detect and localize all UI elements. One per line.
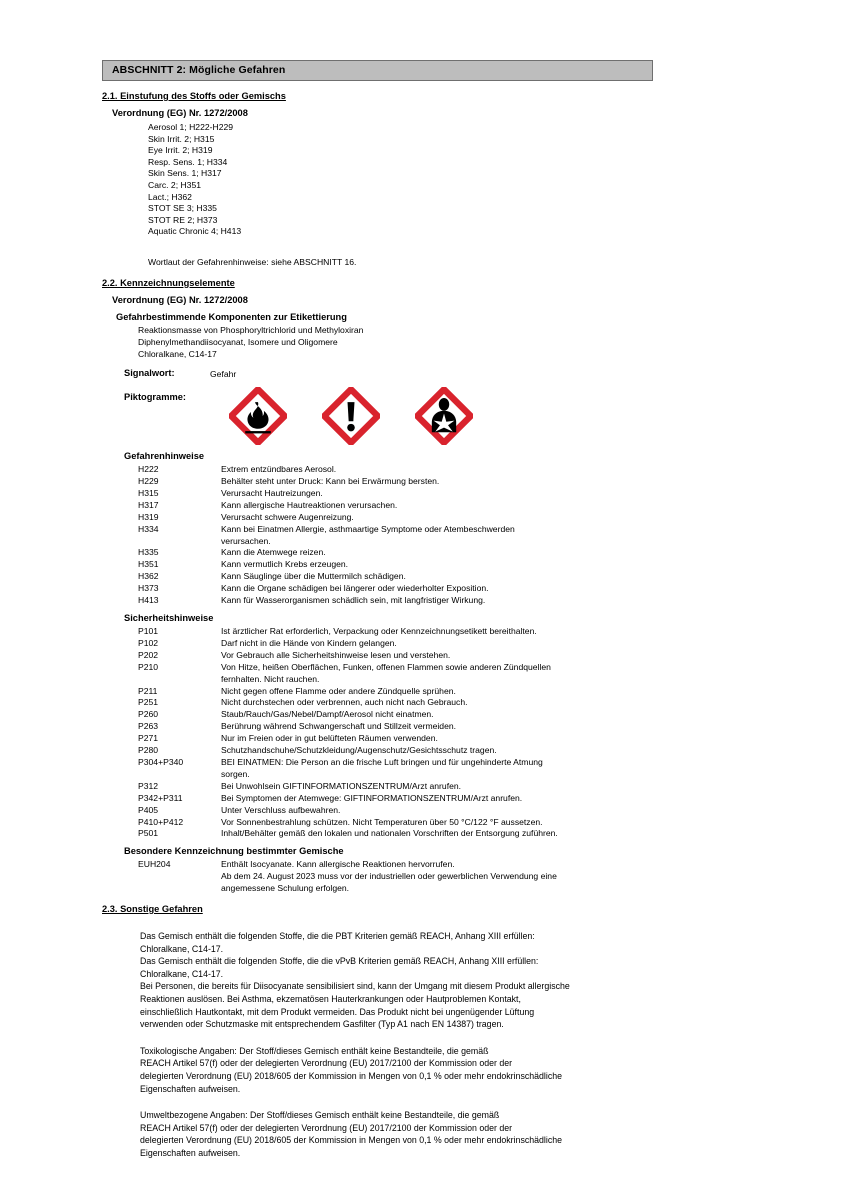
environmental-information-paragraph [140, 1109, 700, 1159]
precaution-code: P102 [138, 637, 159, 648]
precautionary-statement-row [124, 686, 762, 698]
precaution-code: P211 [138, 685, 158, 696]
section-header-bar: ABSCHNITT 2: Mögliche Gefahren [102, 60, 653, 81]
precaution-code: P405 [138, 804, 159, 815]
precaution-text: Staub/Rauch/Gas/Nebel/Dampf/Aerosol nicht einatmen. [221, 709, 434, 720]
hazard-text [221, 524, 691, 548]
signal-word-row [124, 367, 762, 380]
precaution-text-line: BEI EINATMEN: Die Person an die frische Luft bringen und für ungehinderte Atmung [221, 756, 543, 767]
precaution-text: Ist ärztlicher Rat erforderlich, Verpackung oder Kennzeichnungsetikett bereithalten. [221, 626, 537, 637]
precaution-text: Darf nicht in die Hände von Kindern gelangen. [221, 637, 397, 648]
precautionary-statement-row [124, 733, 762, 745]
subsection-2-1-heading: 2.1. Einstufung des Stoffs oder Gemischs [102, 91, 286, 101]
hazard-statements-heading: Gefahrenhinweise [124, 451, 205, 462]
paragraph-line: delegierten Verordnung (EU) 2018/605 der Kommission in Mengen von 0,1 % oder mehr endokrinschädliche [140, 1135, 563, 1146]
paragraph-line: Chloralkane, C14-17. [140, 943, 224, 954]
precaution-code: P342+P311 [138, 792, 183, 803]
precaution-text: Unter Verschluss aufbewahren. [221, 804, 341, 815]
classification-item: Aerosol 1; H222-H229 [148, 122, 234, 132]
component-item: Chloralkane, C14-17 [138, 348, 217, 359]
classification-item: Skin Irrit. 2; H315 [148, 133, 215, 144]
hazard-text: Kann Säuglinge über die Muttermilch schädigen. [221, 571, 406, 582]
classification-item: STOT SE 3; H335 [148, 203, 217, 214]
hazard-code: H373 [138, 583, 159, 594]
other-hazards-body [140, 930, 762, 1160]
hazard-statement-row [124, 524, 762, 548]
precaution-text [221, 757, 691, 781]
hazard-text: Kann vermutlich Krebs erzeugen. [221, 559, 349, 570]
precaution-code: P501 [138, 828, 159, 839]
paragraph-line: Das Gemisch enthält die folgenden Stoffe, die die PBT Kriterien gemäß REACH, Anhang XIII erfüllen: [140, 931, 535, 942]
hazard-statement-row [124, 500, 762, 512]
precaution-text [221, 662, 691, 686]
special-labelling-list [124, 859, 762, 895]
subsection-2-2-heading: 2.2. Kennzeichnungselemente [102, 277, 235, 288]
precautionary-statement-row [124, 817, 762, 829]
precaution-text: Inhalt/Behälter gemäß den lokalen und nationalen Vorschriften der Entsorgung zuführen. [221, 828, 558, 839]
precaution-code: P263 [138, 721, 159, 732]
euh-text-continuation: Ab dem 24. August 2023 muss vor der industriellen oder gewerblichen Verwendung eine [221, 871, 557, 882]
hazard-code: H222 [138, 464, 159, 475]
hazard-code: H413 [138, 595, 159, 606]
precaution-code: P202 [138, 649, 159, 660]
hazard-code: H315 [138, 487, 159, 498]
precautionary-statement-row [124, 626, 762, 638]
precaution-text: Nur im Freien oder in gut belüfteten Räumen verwenden. [221, 733, 438, 744]
hazard-statement-row [124, 464, 762, 476]
precaution-code: P251 [138, 697, 159, 708]
precautionary-statement-row [124, 721, 762, 733]
precaution-text: Bei Unwohlsein GIFTINFORMATIONSZENTRUM/Arzt anrufen. [221, 780, 462, 791]
euh-text-line: Enthält Isocyanate. Kann allergische Reaktionen hervorrufen. [221, 859, 455, 870]
precautionary-statement-row [124, 781, 762, 793]
hazard-code: H334 [138, 523, 159, 534]
hazard-code: H319 [138, 511, 159, 522]
hazard-text: Behälter steht unter Druck: Kann bei Erwärmung bersten. [221, 476, 440, 487]
hazard-statement-row [124, 488, 762, 500]
regulation-title-2-1: Verordnung (EG) Nr. 1272/2008 [112, 108, 248, 118]
paragraph-line: Chloralkane, C14-17. [140, 968, 224, 979]
subsection-2-3-heading: 2.3. Sonstige Gefahren [102, 904, 203, 915]
flame-pictogram [229, 387, 287, 445]
precautionary-statement-row [124, 745, 762, 757]
hazard-code: H351 [138, 559, 159, 570]
precautionary-statements-heading: Sicherheitshinweise [124, 613, 214, 624]
regulation-title-2-2: Verordnung (EG) Nr. 1272/2008 [112, 294, 248, 305]
precautionary-statement-row [124, 697, 762, 709]
precaution-text-continuation: fernhalten. Nicht rauchen. [221, 673, 320, 684]
paragraph-line: verwenden oder Schutzmaske mit entsprechendem Gasfilter (Typ A1 nach EN 14387) tragen. [140, 1019, 504, 1030]
classification-item: Lact.; H362 [148, 191, 192, 202]
pictograms-label: Piktogramme: [124, 392, 186, 403]
precautionary-statement-row [124, 662, 762, 686]
precaution-code: P260 [138, 709, 159, 720]
hazard-text: Kann die Organe schädigen bei längerer oder wiederholter Exposition. [221, 583, 489, 594]
hazard-code: H317 [138, 499, 159, 510]
precautionary-statement-row [124, 757, 762, 781]
precaution-text: Vor Sonnenbestrahlung schützen. Nicht Temperaturen über 50 °C/122 °F aussetzen. [221, 816, 543, 827]
classification-item: STOT RE 2; H373 [148, 214, 218, 225]
hazard-code: H229 [138, 476, 159, 487]
health-hazard-pictogram [415, 387, 473, 445]
hazard-text: Kann allergische Hautreaktionen verursachen. [221, 499, 398, 510]
precaution-code: P304+P340 [138, 756, 184, 767]
hazard-text: Verursacht Hautreizungen. [221, 487, 323, 498]
precautionary-statement-row [124, 793, 762, 805]
safety-data-sheet-section-2 [102, 60, 762, 1160]
precaution-text: Nicht gegen offene Flamme oder andere Zündquelle sprühen. [221, 685, 456, 696]
paragraph-line: Reaktionen auslösen. Bei Asthma, ekzematösen Hauterkrankungen oder Hautproblemen Kontakt, [140, 994, 521, 1005]
precaution-text: Bei Symptomen der Atemwege: GIFTINFORMATIONSZENTRUM/Arzt anrufen. [221, 792, 523, 803]
classification-item: Aquatic Chronic 4; H413 [148, 226, 242, 237]
component-item: Diphenylmethandiisocyanat, Isomere und Oligomere [138, 336, 338, 347]
label-components-list [138, 324, 762, 361]
paragraph-line: Bei Personen, die bereits für Diisocyanate sensibilisiert sind, kann der Umgang mit diesem Produkt allergische [140, 981, 570, 992]
hazard-statement-row [124, 571, 762, 583]
pictograms-group [229, 387, 473, 445]
hazard-text: Kann für Wasserorganismen schädlich sein, mit langfristiger Wirkung. [221, 595, 486, 606]
precaution-text: Nicht durchstechen oder verbrennen, auch nicht nach Gebrauch. [221, 697, 468, 708]
precaution-text: Berührung während Schwangerschaft und Stillzeit vermeiden. [221, 721, 457, 732]
precautionary-statement-row [124, 828, 762, 840]
pictograms-row [124, 389, 762, 445]
paragraph-line: delegierten Verordnung (EU) 2018/605 der Kommission in Mengen von 0,1 % oder mehr endokrinschädliche [140, 1070, 563, 1081]
hazard-statement-row [124, 583, 762, 595]
classification-item: Skin Sens. 1; H317 [148, 168, 222, 179]
hazard-text-line: Kann bei Einatmen Allergie, asthmaartige Symptome oder Atembeschwerden [221, 523, 515, 534]
precaution-text-line: Von Hitze, heißen Oberflächen, Funken, offenen Flammen sowie anderen Zündquellen [221, 661, 551, 672]
paragraph-line: REACH Artikel 57(f) oder der delegierten Verordnung (EU) 2017/2100 der Kommission oder der [140, 1122, 513, 1133]
paragraph-line: Eigenschaften aufweisen. [140, 1083, 241, 1094]
component-item: Reaktionsmasse von Phosphoryltrichlorid und Methyloxiran [138, 324, 364, 335]
precautionary-statements-list [124, 626, 762, 840]
hazard-code: H335 [138, 547, 159, 558]
hazard-text: Extrem entzündbares Aerosol. [221, 464, 337, 475]
euh-text-continuation-2: angemessene Schulung erfolgen. [221, 883, 350, 894]
label-components-heading: Gefahrbestimmende Komponenten zur Etikettierung [116, 311, 347, 322]
hazard-statement-row [124, 595, 762, 607]
precautionary-statement-row [124, 709, 762, 721]
paragraph-line: Umweltbezogene Angaben: Der Stoff/dieses Gemisch enthält keine Bestandteile, die gemäß [140, 1110, 500, 1121]
other-hazards-paragraph [140, 930, 700, 1031]
precaution-code: P101 [138, 626, 159, 637]
hazard-text: Verursacht schwere Augenreizung. [221, 511, 354, 522]
hazard-text: Kann die Atemwege reizen. [221, 547, 326, 558]
euh-text [221, 859, 691, 895]
hazard-statement-row [124, 476, 762, 488]
classification-list [148, 122, 762, 238]
toxicological-information-paragraph [140, 1045, 700, 1095]
paragraph-line: Toxikologische Angaben: Der Stoff/dieses Gemisch enthält keine Bestandteile, die gemäß [140, 1045, 489, 1056]
hazard-statement-row [124, 547, 762, 559]
signal-word-value: Gefahr [210, 369, 237, 380]
precaution-text: Vor Gebrauch alle Sicherheitshinweise lesen und verstehen. [221, 649, 451, 660]
classification-item: Carc. 2; H351 [148, 179, 202, 190]
precaution-code: P271 [138, 733, 159, 744]
paragraph-line: Das Gemisch enthält die folgenden Stoffe, die die vPvB Kriterien gemäß REACH, Anhang XIII erfüllen: [140, 956, 539, 967]
euh-code: EUH204 [138, 859, 171, 870]
hazard-wording-note: Wortlaut der Gefahrenhinweise: siehe ABSCHNITT 16. [148, 256, 357, 267]
hazard-text-continuation: verursachen. [221, 535, 271, 546]
signal-word-label: Signalwort: [124, 368, 175, 379]
hazard-code: H362 [138, 571, 159, 582]
hazard-statements-list [124, 464, 762, 607]
special-statement-row [124, 859, 762, 895]
precaution-text: Schutzhandschuhe/Schutzkleidung/Augenschutz/Gesichtsschutz tragen. [221, 745, 497, 756]
precautionary-statement-row [124, 650, 762, 662]
hazard-statement-row [124, 512, 762, 524]
exclamation-mark-pictogram [322, 387, 380, 445]
precaution-code: P280 [138, 745, 159, 756]
classification-item: Eye Irrit. 2; H319 [148, 145, 213, 156]
hazard-statement-row [124, 559, 762, 571]
precaution-code: P312 [138, 780, 159, 791]
paragraph-line: REACH Artikel 57(f) oder der delegierten Verordnung (EU) 2017/2100 der Kommission oder der [140, 1058, 513, 1069]
precaution-code: P210 [138, 661, 159, 672]
paragraph-line: einschließlich Hautkontakt, mit dem Produkt vermeiden. Das Produkt nicht bei ungenügender Lüftung [140, 1006, 535, 1017]
classification-item: Resp. Sens. 1; H334 [148, 156, 228, 167]
special-labelling-heading: Besondere Kennzeichnung bestimmter Gemische [124, 846, 344, 857]
precaution-text-continuation: sorgen. [221, 768, 250, 779]
precaution-code: P410+P412 [138, 816, 184, 827]
precautionary-statement-row [124, 638, 762, 650]
paragraph-line: Eigenschaften aufweisen. [140, 1147, 241, 1158]
precautionary-statement-row [124, 805, 762, 817]
